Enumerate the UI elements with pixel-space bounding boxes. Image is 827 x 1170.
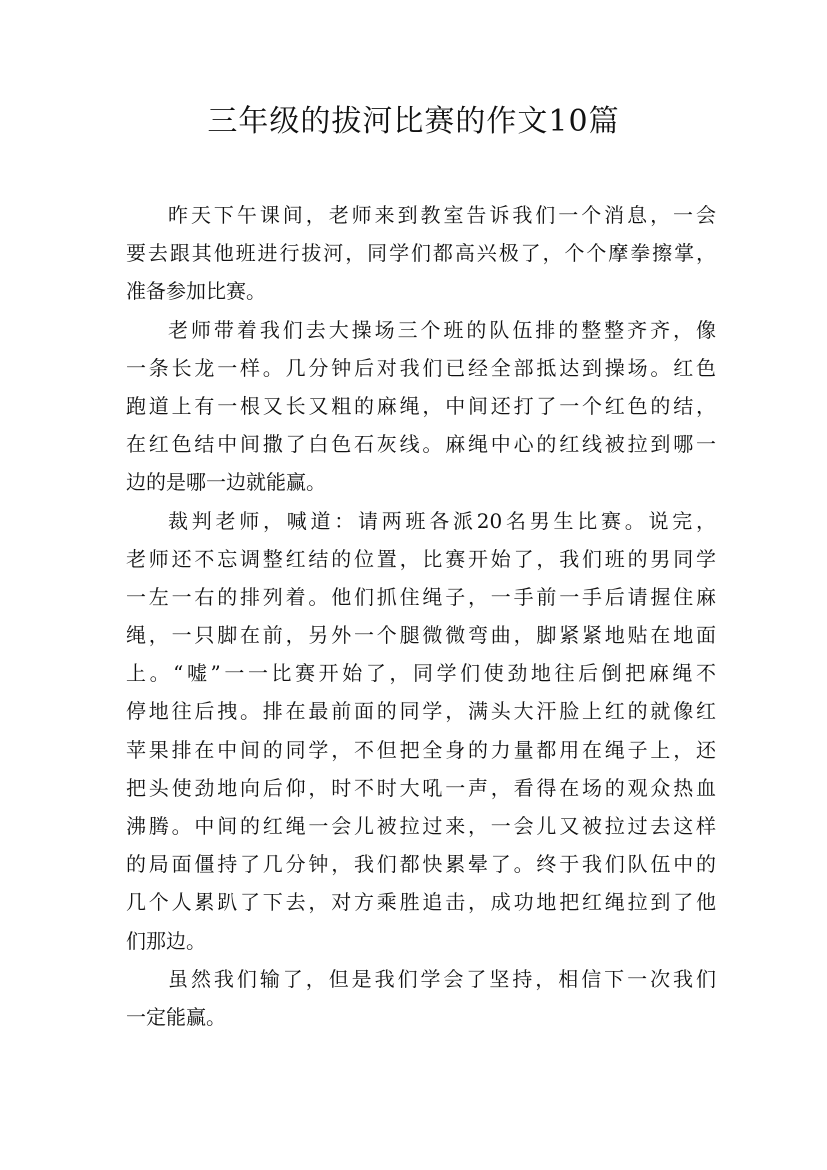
text-line: 裁判老师，喊道：请两班各派20名男生比赛。说完， (168, 508, 716, 533)
text-line: 们那边。 (126, 928, 206, 953)
text-line: 一条长龙一样。几分钟后对我们已经全部抵达到操场。红色 (126, 355, 716, 380)
text-line: 在红色结中间撒了白色石灰线。麻绳中心的红线被拉到哪一 (126, 432, 716, 457)
document-title: 三年级的拔河比赛的作文10篇 (207, 104, 620, 139)
text-line: 一左一右的排列着。他们抓住绳子，一手前一手后请握住麻 (126, 584, 716, 609)
text-line: 停地往后拽。排在最前面的同学，满头大汗脸上红的就像红 (126, 699, 716, 724)
paragraph (126, 311, 716, 502)
text-line: 虽然我们输了，但是我们学会了坚持，相信下一次我们 (168, 966, 716, 991)
text-line: 沸腾。中间的红绳一会儿被拉过来，一会儿又被拉过去这样 (126, 814, 716, 838)
text-line: 准备参加比赛。 (126, 279, 266, 304)
paragraph (126, 502, 716, 960)
text-line: 上。“嘘”一一比赛开始了，同学们使劲地往后倒把麻绳不 (126, 661, 716, 686)
text-line: 昨天下午课间，老师来到教室告诉我们一个消息，一会 (168, 203, 716, 227)
text-line: 要去跟其他班进行拔河，同学们都高兴极了，个个摩拳擦掌， (126, 241, 716, 266)
document-body (126, 196, 716, 1036)
paragraph (126, 196, 716, 311)
paragraph (126, 960, 716, 1036)
text-line: 一定能赢。 (126, 1004, 226, 1029)
text-line: 老师还不忘调整红结的位置，比赛开始了，我们班的男同学 (126, 546, 716, 571)
text-line: 老师带着我们去大操场三个班的队伍排的整整齐齐，像 (168, 317, 716, 342)
text-line: 苹果排在中间的同学，不但把全身的力量都用在绳子上，还 (126, 737, 716, 762)
text-line: 几个人累趴了下去，对方乘胜追击，成功地把红绳拉到了他 (126, 890, 716, 915)
text-line: 绳，一只脚在前，另外一个腿微微弯曲，脚紧紧地贴在地面 (126, 623, 716, 648)
text-line: 跑道上有一根又长又粗的麻绳，中间还打了一个红色的结， (126, 393, 716, 418)
text-line: 的局面僵持了几分钟，我们都快累晕了。终于我们队伍中的 (126, 852, 716, 877)
text-line: 把头使劲地向后仰，时不时大吼一声，看得在场的观众热血 (126, 775, 716, 800)
text-line: 边的是哪一边就能赢。 (126, 470, 326, 495)
